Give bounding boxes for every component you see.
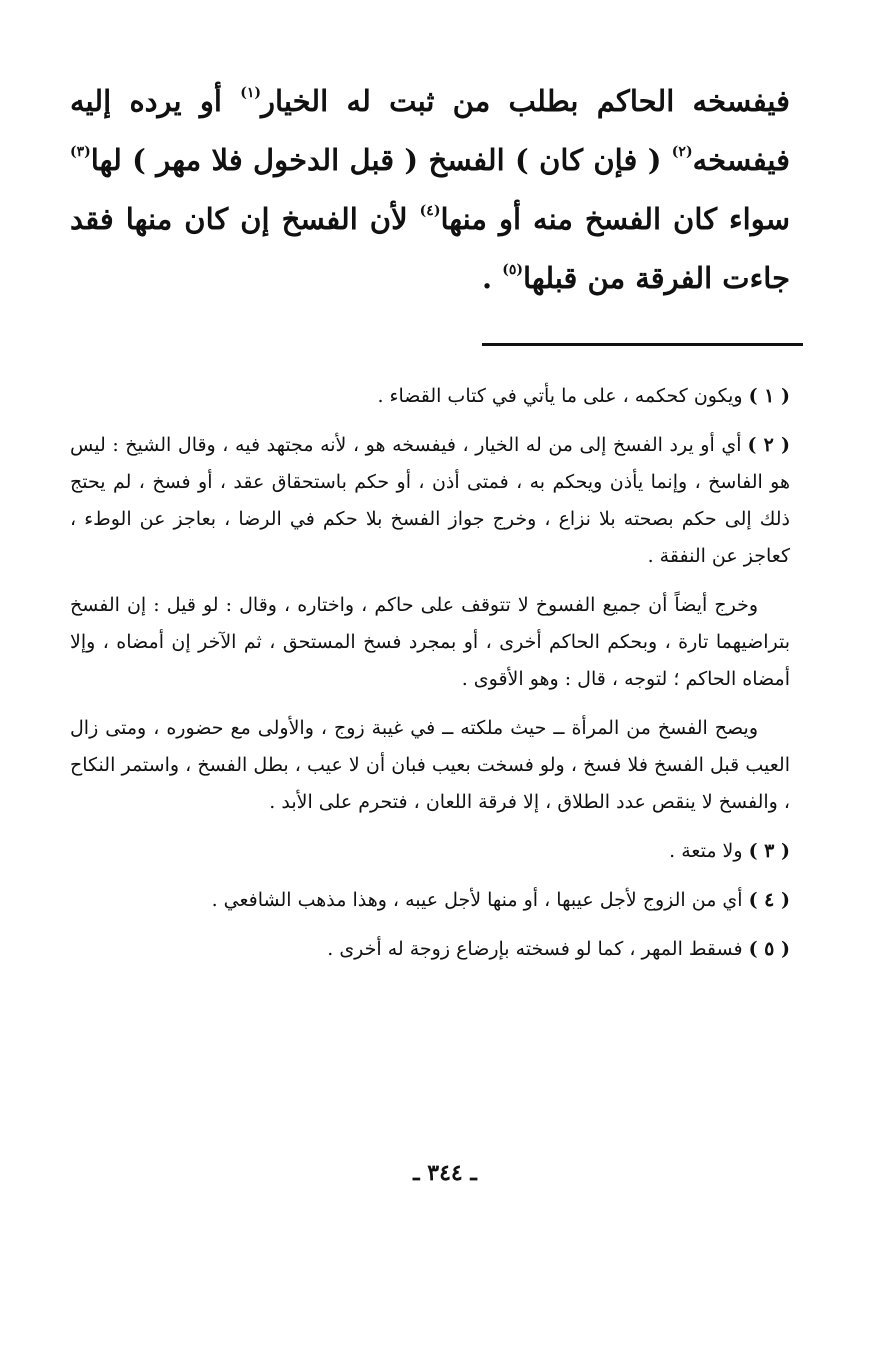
footnote-2-continuation: وخرج أيضاً أن جميع الفسوخ لا تتوقف على حاكم ، واختاره ، وقال : لو قيل : إن الفسخ بتراضيهما تارة ، وبحكم الحاكم أخرى ، أو بمجرد فسخ المستحق ، ثم الآخر إن أمضاه ، وإلا أمضاه الحاكم ؛ لتوجه ، قال : وهو الأقوى . [70, 594, 790, 690]
footnote-marker: (٢) [671, 144, 693, 160]
footnote-divider [482, 343, 803, 346]
footnote-text: ولا متعة . [669, 840, 743, 862]
main-text-segment: فيفسخه الحاكم بطلب من ثبت له الخيار [261, 84, 790, 118]
footnote-marker: (٤) [419, 203, 441, 219]
footnote-2-continuation: ويصح الفسخ من المرأة ــ حيث ملكته ــ في غيبة زوج ، والأولى مع حضوره ، ومتى زال العيب قبل الفسخ فلا فسخ ، ولو فسخت بعيب فبان أن لا عيب ، بطل الفسخ ، واستمر النكاح ، والفسخ لا ينقص عدد الطلاق ، إلا فرقة اللعان ، فتحرم على الأبد . [70, 717, 790, 813]
footnote-marker: (٥) [502, 262, 523, 278]
footnote-number: ( ٣ ) [748, 840, 790, 862]
main-text-segment: . [482, 261, 503, 295]
footnote-number: ( ٥ ) [748, 938, 790, 960]
footnote-text: أي من الزوج لأجل عيبها ، أو منها لأجل عيبه ، وهذا مذهب الشافعي . [211, 889, 743, 911]
main-text-segment: ( فإن كان ) الفسخ ( قبل الدخول فلا مهر ) لها [90, 143, 672, 177]
footnote-3 [70, 833, 790, 870]
footnote-1 [70, 378, 790, 415]
footnote-5 [70, 931, 790, 968]
main-text-segment: لأن الفسخ إن كان منها فقد جاءت الفرقة من قبلها [70, 202, 790, 295]
main-text-block [70, 72, 790, 308]
footnote-number: ( ٢ ) [747, 434, 790, 456]
footnote-text: ويكون كحكمه ، على ما يأتي في كتاب القضاء . [377, 385, 743, 407]
footnote-4 [70, 882, 790, 919]
main-text-segment: سواء كان الفسخ منه أو منها [440, 202, 790, 236]
footnote-number: ( ٤ ) [748, 889, 790, 911]
footnote-text: أي أو يرد الفسخ إلى من له الخيار ، فيفسخه هو ، لأنه مجتهد فيه ، وقال الشيخ : ليس هو الفاسخ ، وإنما يأذن ويحكم به ، فمتى أذن ، أو حكم باستحقاق عقد ، أو فسخ ، لم يحتج ذلك إلى حكم بصحته بلا نزاع ، وخرج جواز الفسخ بلا حكم في الرضا ، بعاجز عن الوطء ، كعاجز عن النفقة . [70, 434, 790, 567]
footnote-marker: (١) [240, 85, 261, 101]
page-number: ـ ٣٤٤ ـ [413, 1160, 477, 1186]
footnote-text: فسقط المهر ، كما لو فسخته بإرضاع زوجة له أخرى . [327, 938, 743, 960]
footnote-number: ( ١ ) [748, 385, 790, 407]
main-paragraph [70, 72, 790, 308]
footnote-2 [70, 427, 790, 575]
footnotes-section [70, 378, 790, 980]
footnote-marker: (٣) [70, 144, 91, 160]
main-text-segment: أو يرده إليه فيفسخه [70, 84, 790, 177]
